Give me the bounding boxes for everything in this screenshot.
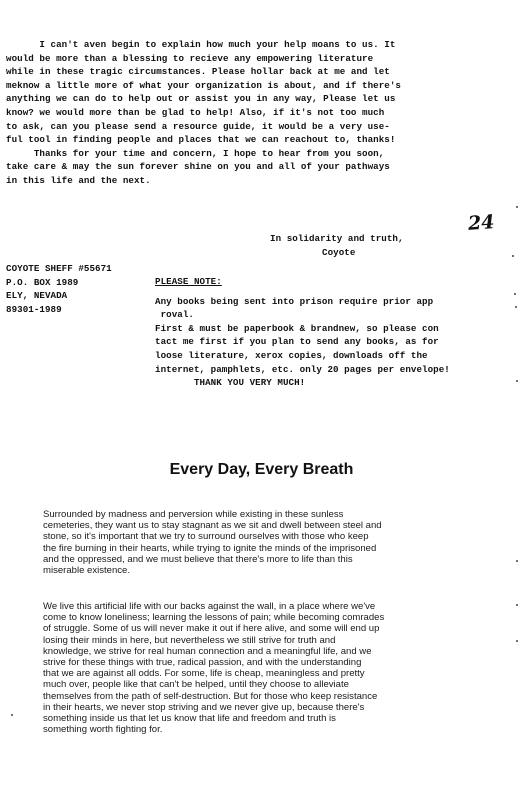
letter-line: would be more than a blessing to recieve any empowering literature xyxy=(6,52,374,64)
essay-line: knowledge, we strive for real human connection and a meaningful life, and we xyxy=(43,645,372,657)
signature-name: Coyote xyxy=(322,246,356,258)
scan-speck xyxy=(516,640,518,642)
essay-line: of struggle. Some of us will never make it out if here alive, and some will end up xyxy=(43,623,380,635)
letter-line: know? we would more than be glad to help! Also, if it's not too much xyxy=(6,106,385,118)
letter-line: to ask, can you please send a resource guide, it would be a very use- xyxy=(6,120,390,132)
note-line: loose literature, xerox copies, downloads off the xyxy=(155,349,428,361)
essay-paragraph-2 xyxy=(43,601,490,735)
note-line: internet, pamphlets, etc. only 20 pages per envelope! xyxy=(155,363,450,375)
note-line: Any books being sent into prison require prior app xyxy=(155,295,434,307)
scan-speck xyxy=(516,604,518,606)
note-line: roval. xyxy=(155,309,194,321)
note-line: THANK YOU VERY MUCH! xyxy=(155,377,306,389)
letter-line: Thanks for your time and concern, I hope to hear from you soon, xyxy=(6,147,385,159)
letter-line: anything we can do to help out or assist you in any way, Please let us xyxy=(6,93,396,105)
signature-block xyxy=(270,232,404,259)
address-line: COYOTE SHEFF #55671 xyxy=(6,263,112,274)
essay-line: stone, so it's important that we try to surround ourselves with those who keep xyxy=(43,531,369,543)
letter-line: I can't aven begin to explain how much your help moans to us. It xyxy=(6,39,396,50)
letter-line: take care & may the sun forever shine on you and all of your pathways xyxy=(6,161,390,173)
letter-line: meknow a little more of what your organization is about, and if there's xyxy=(6,79,402,91)
essay-line: much over, people like that can't be helped, until they choose to alleviate xyxy=(43,679,349,691)
scan-speck xyxy=(516,560,518,562)
scan-speck xyxy=(515,306,517,308)
essay-line: strive for these things with true, radical passion, and with the understanding xyxy=(43,657,362,669)
essay-paragraph-1 xyxy=(43,509,490,576)
essay-line: themselves from the path of self-destruction. But for those who keep resistance xyxy=(43,690,378,702)
letter-body xyxy=(6,38,518,188)
essay-line: come to know loneliness; learning the lessons of pain; while becoming comrades xyxy=(43,612,385,624)
address-line: ELY, NEVADA xyxy=(6,290,68,302)
address-line: P.O. BOX 1989 xyxy=(6,276,79,288)
essay-line: something inside us that let us know that life and freedom and truth is xyxy=(43,713,336,725)
scan-speck xyxy=(516,380,518,382)
letter-line: ful tool in finding people and places that we can reachout to, thanks! xyxy=(6,134,396,146)
scan-speck xyxy=(516,206,518,208)
essay-line: cemeteries, they want us to stay stagnant as we sit and dwell between steel and xyxy=(43,520,382,532)
note-heading: PLEASE NOTE: xyxy=(155,276,222,287)
scan-speck xyxy=(11,714,13,716)
handwritten-page-number: 24 xyxy=(467,211,496,235)
closing-line: In solidarity and truth, xyxy=(270,233,404,244)
scan-speck xyxy=(512,255,514,257)
essay-line: We live this artificial life with our backs against the wall, in a place where we've xyxy=(43,601,376,612)
essay-line: losing their minds in here, but nevertheless we still strive for truth and xyxy=(43,634,336,646)
letter-line: while in these tragic circumstances. Please hollar back at me and let xyxy=(6,66,390,78)
scan-speck xyxy=(514,293,516,295)
essay-line: and the oppressed, and we must believe that there's more to life than this xyxy=(43,553,353,565)
essay-line: in their hearts, we never stop striving and we never give up, because there's xyxy=(43,701,365,713)
address-line: 89301-1989 xyxy=(6,303,62,315)
please-note-block xyxy=(155,275,517,390)
essay-line: Surrounded by madness and perversion while existing in these sunless xyxy=(43,509,344,520)
essay-line: miserable existence. xyxy=(43,565,131,577)
note-line: First & must be paperbook & brandnew, so please con xyxy=(155,322,439,334)
essay-title: Every Day, Every Breath xyxy=(169,461,354,478)
note-line: tact me first if you plan to send any books, as for xyxy=(155,336,439,348)
essay-line: something worth fighting for. xyxy=(43,724,163,736)
letter-line: in this life and the next. xyxy=(6,174,151,186)
sender-address xyxy=(6,262,112,316)
essay-line: that we are against all odds. For some, life is cheap, meaningless and pretty xyxy=(43,668,365,680)
essay-line: the fire burning in their hearts, while trying to ignite the minds of the imprisoned xyxy=(43,542,377,554)
